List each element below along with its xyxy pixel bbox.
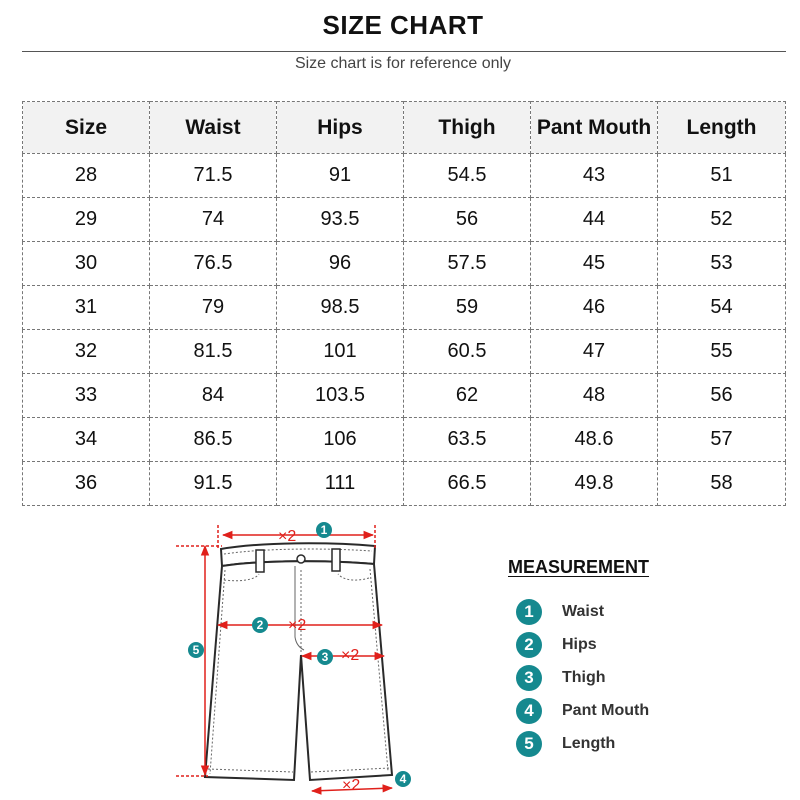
legend-item-length: [516, 729, 615, 759]
table-header-row: [23, 102, 786, 154]
table-cell: 71.5: [150, 154, 277, 198]
table-row: [23, 198, 786, 242]
table-cell: 60.5: [404, 330, 531, 374]
table-cell: 31: [23, 286, 150, 330]
table-cell: 29: [23, 198, 150, 242]
marker-thigh-number: 3: [321, 650, 329, 664]
column-header: Thigh: [404, 102, 531, 154]
legend-item-thigh: [516, 663, 606, 693]
table-cell: 57.5: [404, 242, 531, 286]
column-header: Waist: [150, 102, 277, 154]
table-cell: 96: [277, 242, 404, 286]
legend-label-pant-mouth: Pant Mouth: [562, 702, 650, 719]
table-row: [23, 154, 786, 198]
table-cell: 45: [531, 242, 658, 286]
legend-label-waist: Waist: [562, 603, 605, 620]
table-cell: 51: [658, 154, 786, 198]
table-cell: 84: [150, 374, 277, 418]
legend-item-waist: [516, 597, 604, 627]
number-5-icon: 5: [516, 731, 542, 757]
table-cell: 59: [404, 286, 531, 330]
table-cell: 74: [150, 198, 277, 242]
table-cell: 66.5: [404, 462, 531, 506]
table-cell: 106: [277, 418, 404, 462]
marker-hips-number: 2: [256, 618, 264, 632]
legend-label-hips: Hips: [562, 636, 597, 653]
table-row: [23, 374, 786, 418]
table-cell: 34: [23, 418, 150, 462]
table-cell: 43: [531, 154, 658, 198]
marker-length-number: 5: [192, 643, 200, 657]
table-cell: 30: [23, 242, 150, 286]
size-table: [22, 101, 786, 506]
hips-multiplier: ×2: [288, 617, 307, 634]
table-cell: 81.5: [150, 330, 277, 374]
waist-multiplier: ×2: [278, 528, 297, 545]
table-cell: 63.5: [404, 418, 531, 462]
legend-label-thigh: Thigh: [562, 669, 606, 686]
table-cell: 55: [658, 330, 786, 374]
marker-pant-mouth: [395, 771, 411, 787]
column-header: Length: [658, 102, 786, 154]
table-row: [23, 242, 786, 286]
table-cell: 76.5: [150, 242, 277, 286]
table-row: [23, 286, 786, 330]
table-cell: 47: [531, 330, 658, 374]
number-1-icon: 1: [516, 599, 542, 625]
table-cell: 111: [277, 462, 404, 506]
table-cell: 58: [658, 462, 786, 506]
table-row: [23, 462, 786, 506]
legend-label-length: Length: [562, 735, 616, 752]
table-cell: 52: [658, 198, 786, 242]
table-cell: 36: [23, 462, 150, 506]
number-2-icon: 2: [516, 632, 542, 658]
table-cell: 56: [658, 374, 786, 418]
table-cell: 48.6: [531, 418, 658, 462]
table-cell: 57: [658, 418, 786, 462]
table-cell: 54: [658, 286, 786, 330]
pant-mouth-multiplier: ×2: [342, 777, 361, 794]
marker-hips: [252, 617, 268, 633]
marker-length: [188, 642, 204, 658]
measurement-legend: [502, 555, 722, 775]
table-row: [23, 418, 786, 462]
marker-pant-mouth-number: 4: [399, 772, 407, 786]
table-cell: 86.5: [150, 418, 277, 462]
shorts-measurement-diagram: [160, 512, 420, 800]
table-cell: 79: [150, 286, 277, 330]
page-subtitle: Size chart is for reference only: [294, 55, 512, 72]
table-cell: 62: [404, 374, 531, 418]
table-cell: 98.5: [277, 286, 404, 330]
column-header: Hips: [277, 102, 404, 154]
table-cell: 49.8: [531, 462, 658, 506]
table-cell: 28: [23, 154, 150, 198]
table-cell: 91: [277, 154, 404, 198]
title-divider: [22, 51, 786, 52]
table-cell: 46: [531, 286, 658, 330]
legend-item-hips: [516, 630, 597, 660]
table-row: [23, 330, 786, 374]
table-cell: 93.5: [277, 198, 404, 242]
number-3-icon: 3: [516, 665, 542, 691]
table-cell: 32: [23, 330, 150, 374]
table-cell: 56: [404, 198, 531, 242]
table-cell: 91.5: [150, 462, 277, 506]
column-header: Size: [23, 102, 150, 154]
shorts-diagram-svg: [160, 512, 420, 800]
table-cell: 103.5: [277, 374, 404, 418]
button-icon: [297, 555, 305, 563]
marker-waist: [316, 522, 332, 538]
marker-waist-number: 1: [320, 523, 328, 537]
page-title: SIZE CHART: [322, 10, 484, 40]
legend-item-pant-mouth: [516, 696, 649, 726]
table-cell: 33: [23, 374, 150, 418]
table-cell: 101: [277, 330, 404, 374]
table-cell: 53: [658, 242, 786, 286]
marker-thigh: [317, 649, 333, 665]
number-4-icon: 4: [516, 698, 542, 724]
column-header: Pant Mouth: [531, 102, 658, 154]
table-cell: 54.5: [404, 154, 531, 198]
legend-title: MEASUREMENT: [508, 557, 650, 577]
table-cell: 48: [531, 374, 658, 418]
table-cell: 44: [531, 198, 658, 242]
thigh-multiplier: ×2: [341, 647, 360, 664]
